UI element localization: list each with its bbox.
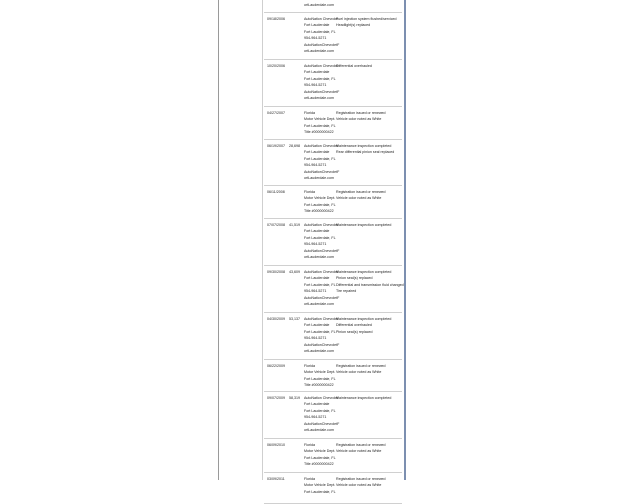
- record-source-line: Fort Lauderdale: [304, 276, 330, 281]
- record-source-line: AutoNationChevroletF: [304, 295, 340, 300]
- record-row: [264, 60, 402, 107]
- record-source-line: ortLauderdale.com: [304, 176, 334, 181]
- record-date: 10/20/2006: [267, 64, 285, 68]
- record-source-line: Fort Lauderdale: [304, 70, 330, 75]
- record-source-line: Motor Vehicle Dept.: [304, 370, 336, 375]
- record-source-line: Fort Lauderdale: [304, 229, 330, 234]
- record-date: 04/30/2009: [267, 317, 285, 321]
- record-source-line: AutoNationChevroletF: [304, 342, 340, 347]
- record-detail-line: Vehicle color noted as White: [336, 196, 382, 201]
- record-details: [336, 16, 397, 29]
- record-row: [264, 107, 402, 140]
- record-detail-line: Registration issued or renewed: [336, 364, 386, 368]
- record-detail-line: Registration issued or renewed: [336, 190, 386, 194]
- record-detail-line: Maintenance inspection completed: [336, 396, 392, 400]
- record-source-line: AutoNationChevroletF: [304, 89, 340, 94]
- record-row: [264, 392, 402, 439]
- record-row: [264, 186, 402, 219]
- record-source-line: 954-964-5271: [304, 36, 327, 41]
- record-source-line: Florida: [304, 443, 315, 447]
- record-mileage: 43,609: [289, 270, 300, 274]
- record-source: [304, 222, 339, 260]
- record-detail-line: Differential overhauled: [336, 323, 372, 328]
- record-source: [304, 63, 339, 101]
- record-source-line: ortLauderdale.com: [304, 49, 334, 54]
- record-date: 07/07/2008: [267, 223, 285, 227]
- record-source-line: Fort Lauderdale: [304, 402, 330, 407]
- record-source-line: Fort Lauderdale, FL: [304, 282, 336, 287]
- record-source-fragment: ortLauderdale.com: [304, 3, 334, 7]
- record-source: [304, 110, 336, 136]
- record-source-line: Motor Vehicle Dept.: [304, 117, 336, 122]
- record-source-line: Motor Vehicle Dept.: [304, 449, 336, 454]
- record-source-line: Title #0000000422: [304, 130, 334, 135]
- record-row: [264, 313, 402, 360]
- record-row: [264, 439, 402, 473]
- record-date: 06/22/2009: [267, 364, 285, 368]
- record-detail-line: Registration issued or renewed: [336, 111, 386, 115]
- record-row: [264, 13, 402, 60]
- record-source: [304, 476, 336, 495]
- record-source-line: Motor Vehicle Dept.: [304, 196, 336, 201]
- record-source-line: Florida: [304, 364, 315, 368]
- record-date: 04/27/2007: [267, 111, 285, 115]
- record-detail-line: Differential and transmission fluid changed: [336, 282, 404, 287]
- record-source-line: Fort Lauderdale, FL: [304, 408, 336, 413]
- record-source-line: ortLauderdale.com: [304, 96, 334, 101]
- record-row: [264, 140, 402, 186]
- record-row: [264, 473, 402, 504]
- record-source-line: Motor Vehicle Dept.: [304, 483, 336, 488]
- record-source: [304, 395, 339, 433]
- record-source-line: Fort Lauderdale, FL: [304, 455, 336, 460]
- record-detail-line: Registration issued or renewed: [336, 443, 386, 447]
- record-details: [336, 63, 372, 69]
- record-source: [304, 143, 339, 181]
- record-source-line: Fort Lauderdale, FL: [304, 235, 336, 240]
- record-source-line: Fort Lauderdale, FL: [304, 329, 336, 334]
- record-source-line: Fort Lauderdale, FL: [304, 29, 336, 34]
- record-source-line: Fort Lauderdale, FL: [304, 156, 336, 161]
- record-detail-line: Rear differential pinion seal replaced: [336, 150, 395, 155]
- record-source-line: Title #0000000422: [304, 209, 334, 214]
- record-detail-line: Maintenance inspection completed: [336, 317, 392, 321]
- record-mileage: 58,319: [289, 396, 300, 400]
- record-source-line: Fort Lauderdale: [304, 323, 330, 328]
- record-date: 06/11/2008: [267, 190, 285, 194]
- record-source-line: Fort Lauderdale, FL: [304, 76, 336, 81]
- record-source-line: 954-964-5271: [304, 242, 327, 247]
- record-source-line: Florida: [304, 190, 315, 194]
- record-source-line: AutoNation Chevrolet: [304, 270, 339, 274]
- record-detail-line: Maintenance inspection completed: [336, 144, 392, 148]
- record-detail-line: Maintenance inspection completed: [336, 270, 392, 274]
- record-source-line: AutoNationChevroletF: [304, 421, 340, 426]
- vehicle-history-records: [264, 0, 402, 504]
- record-details: [336, 442, 386, 455]
- record-source-line: AutoNationChevroletF: [304, 248, 340, 253]
- record-source-line: Title #0000000422: [304, 383, 334, 388]
- record-source: [304, 189, 336, 215]
- record-source-line: 954-964-5271: [304, 289, 327, 294]
- record-date: 06/19/2007: [267, 144, 285, 148]
- record-source: [304, 269, 339, 307]
- record-source-line: AutoNation Chevrolet: [304, 144, 339, 148]
- record-details: [336, 110, 386, 123]
- record-details: [336, 476, 386, 489]
- record-details: [336, 222, 391, 228]
- record-details: [336, 363, 386, 376]
- record-source-line: AutoNation Chevrolet: [304, 317, 339, 321]
- page-left-border: [218, 0, 219, 480]
- record-detail-line: Differential overhauled: [336, 64, 372, 68]
- record-detail-line: Maintenance inspection completed: [336, 223, 392, 227]
- page-right-border: [404, 0, 406, 480]
- record-row: [264, 219, 402, 266]
- record-detail-line: Headlight(s) replaced: [336, 23, 371, 28]
- record-details: [336, 316, 391, 335]
- record-detail-line: Registration issued or renewed: [336, 477, 386, 481]
- record-row: [264, 266, 402, 313]
- record-mileage: 53,137: [289, 317, 300, 321]
- record-source-line: AutoNation Chevrolet: [304, 64, 339, 68]
- record-source-line: Fort Lauderdale, FL: [304, 376, 336, 381]
- record-source-line: Fort Lauderdale: [304, 150, 330, 155]
- record-detail-line: Vehicle color noted as White: [336, 370, 382, 375]
- record-date: 09/18/2006: [267, 17, 285, 21]
- record-detail-line: Fuel injection system flushed/serviced: [336, 17, 397, 21]
- record-source-line: AutoNationChevroletF: [304, 42, 340, 47]
- record-source-line: Florida: [304, 477, 315, 481]
- record-source-line: Title #0000000422: [304, 462, 334, 467]
- record-date: 03/09/2011: [267, 477, 285, 481]
- record-source: [304, 16, 339, 54]
- record-source-line: AutoNation Chevrolet: [304, 223, 339, 227]
- record-source-line: Fort Lauderdale: [304, 23, 330, 28]
- record-detail-line: Pinion seal(s) replaced: [336, 329, 373, 334]
- record-mileage: 41,519: [289, 223, 300, 227]
- record-row: [264, 360, 402, 392]
- record-source-line: Fort Lauderdale, FL: [304, 123, 336, 128]
- record-detail-line: Vehicle color noted as White: [336, 117, 382, 122]
- record-source: [304, 316, 339, 354]
- record-date: 06/09/2010: [267, 443, 285, 447]
- record-source-line: AutoNationChevroletF: [304, 169, 340, 174]
- record-details: [336, 395, 391, 401]
- record-detail-line: Pinion seal(s) replaced: [336, 276, 373, 281]
- record-mileage: 28,698: [289, 144, 300, 148]
- record-details: [336, 143, 394, 156]
- record-source-line: ortLauderdale.com: [304, 255, 334, 260]
- record-details: [336, 189, 386, 202]
- record-source-line: ortLauderdale.com: [304, 302, 334, 307]
- record-source-line: ortLauderdale.com: [304, 349, 334, 354]
- record-details: [336, 269, 404, 295]
- record-detail-line: Vehicle color noted as White: [336, 483, 382, 488]
- record-source-line: Fort Lauderdale, FL: [304, 202, 336, 207]
- record-source: [304, 363, 336, 389]
- record-source-line: 954-964-5271: [304, 336, 327, 341]
- record-source-line: ortLauderdale.com: [304, 428, 334, 433]
- record-source-line: AutoNation Chevrolet: [304, 396, 339, 400]
- record-source: [304, 442, 336, 468]
- record-date: 09/07/2009: [267, 396, 285, 400]
- date-column-rule: [262, 0, 263, 480]
- record-source-line: Fort Lauderdale, FL: [304, 489, 336, 494]
- record-source-line: 954-964-5271: [304, 415, 327, 420]
- record-date: 09/30/2008: [267, 270, 285, 274]
- record-source-line: Florida: [304, 111, 315, 115]
- record-source-line: 954-964-5271: [304, 83, 327, 88]
- record-fragment: [264, 0, 402, 13]
- record-source-line: AutoNation Chevrolet: [304, 17, 339, 21]
- record-detail-line: Vehicle color noted as White: [336, 449, 382, 454]
- record-source-line: 954-964-5271: [304, 163, 327, 168]
- record-detail-line: Tire repaired: [336, 289, 357, 294]
